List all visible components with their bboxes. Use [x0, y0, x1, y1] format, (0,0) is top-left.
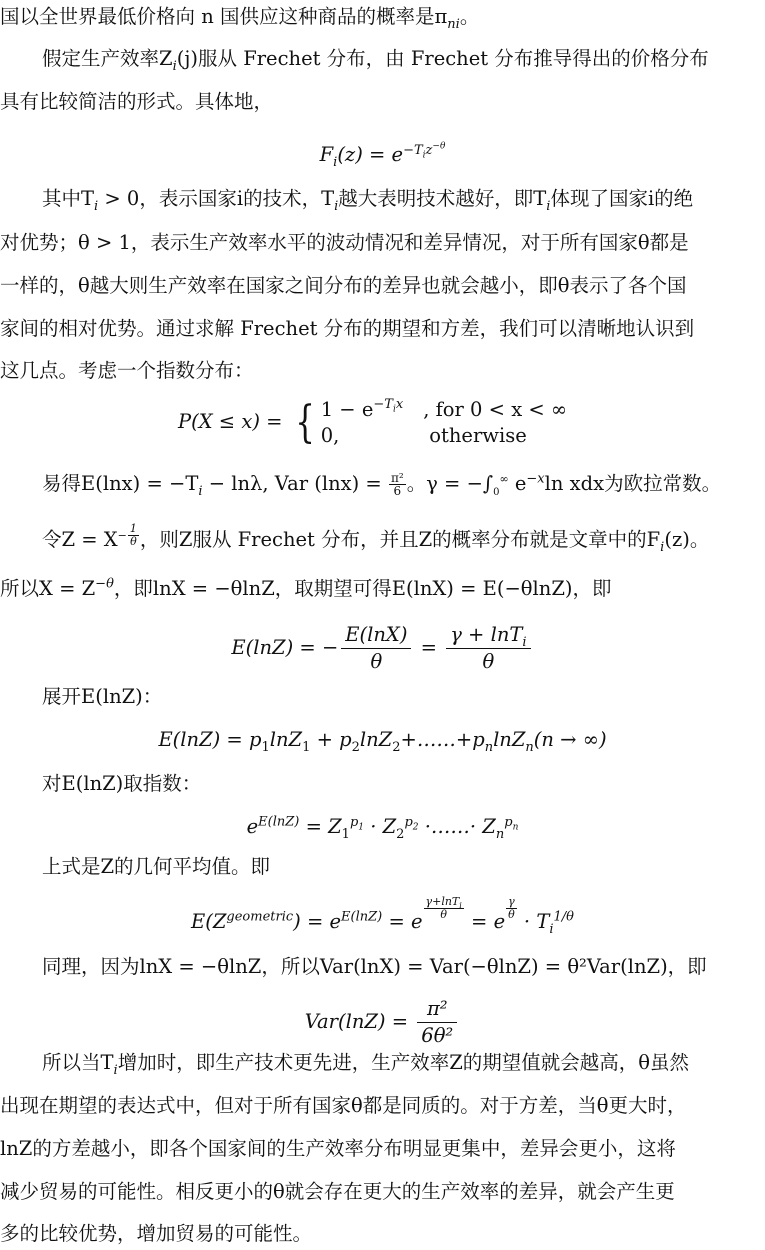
paragraph-line: 一样的，θ越大则生产效率在国家之间分布的差异也就会越小，即θ表示了各个国	[0, 274, 687, 297]
equation-expectation: E(lnZ) = − $\frac{E(\ln X)}{\theta}$ = $\frac{\gamma + \ln T_i}{\theta}$	[0, 616, 765, 680]
paragraph-line: 国以全世界最低价格向 n 国供应这种商品的概率是$\pi_{ni}$。	[0, 5, 480, 32]
equation-exponential: P(X ≤ x) = { $1 - e^{-T_ix}$ , for 0 < x < ∞ 0, otherwise	[178, 396, 568, 448]
paragraph-line: lnZ的方差越小，即各个国家间的生产效率分布明显更集中，差异会更小，这将	[0, 1137, 676, 1160]
paragraph-line: 易得$E(\ln x) = -T_i - \ln\lambda$, Var (lnx) = $\frac{\text{π²}}{6}$ 。$\gamma = -\int_0^\infty$ $e^{-x}\ln$ xdx为欧拉常数。	[42, 471, 722, 499]
paragraph-line: 出现在期望的表达式中，但对于所有国家θ都是同质的。对于方差，当θ更大时，	[0, 1094, 687, 1117]
paragraph-line: 展开E(lnZ)：	[42, 685, 163, 708]
equation-frechet: $F_i(z) = e^{-T_iz^{-\theta}}$	[319, 141, 446, 170]
paragraph-line: 其中$T_i > 0$，表示国家i的技术，$T_i$越大表明技术越好，即$T_i$体现了国家i的绝	[42, 187, 694, 214]
paragraph-line: 同理，因为lnX = −θlnZ，所以Var(lnX) = Var(−θlnZ) = θ²Var(lnZ)，即	[42, 955, 707, 978]
equation-geometric: $E(Z^{geometric}) = e^{E(lnZ)} = e$ $\frac{\gamma+\ln T_i}{\theta}$ = e $\frac{\gamma}{\theta}$ · $T_i^{1/\theta}$	[191, 895, 574, 937]
paragraph-line: 这几点。考虑一个指数分布：	[0, 359, 254, 382]
paragraph-line: 减少贸易的可能性。相反更小的θ就会存在更大的生产效率的差异，就会产生更	[0, 1180, 675, 1203]
paragraph-line: 所以$X = Z^{-\theta}$，即lnX = −θlnZ，取期望可得E(lnX) = E(−θlnZ)，即	[0, 576, 612, 600]
paragraph-line: 对优势；θ > 1，表示生产效率水平的波动情况和差异情况，对于所有国家θ都是	[0, 231, 689, 254]
equation-variance: Var(lnZ) = $\frac{\text{π²}}{\text{6θ²}}$	[0, 990, 765, 1054]
paragraph-line: 所以当$T_i$增加时，即生产技术更先进，生产效率Z的期望值就会越高，θ虽然	[42, 1051, 689, 1078]
equation-expansion: $E(\ln Z) = p_1\ln Z_1$ + $p_2\ln Z_2+\dots\dots+p_n\ln Z_n(n$ → ∞)	[158, 728, 607, 755]
paragraph-line: 具有比较简洁的形式。具体地，	[0, 90, 274, 113]
paragraph-line: 假定生产效率$Z_i(j)$服从 Frechet 分布，由 Frechet 分布推导得出的价格分布	[42, 47, 709, 74]
paragraph-line: 上式是Z的几何平均值。即	[42, 855, 271, 878]
paragraph-line: 对E(lnZ)取指数：	[42, 772, 202, 795]
equation-exponent: $e^{E(lnZ)} = Z_1^{p_1} \cdot Z_2^{p_2}$ ·……· $Z_n^{p_n}$	[246, 814, 519, 842]
paragraph-line: 令$Z = X^{- \frac{1}{\theta}}$ ，则Z服从 Frechet 分布，并且Z的概率分布就是文章中的$F_i(z)$。	[42, 522, 710, 555]
paragraph-line: 家间的相对优势。通过求解 Frechet 分布的期望和方差，我们可以清晰地认识到	[0, 317, 695, 340]
paragraph-line: 多的比较优势，增加贸易的可能性。	[0, 1222, 313, 1245]
